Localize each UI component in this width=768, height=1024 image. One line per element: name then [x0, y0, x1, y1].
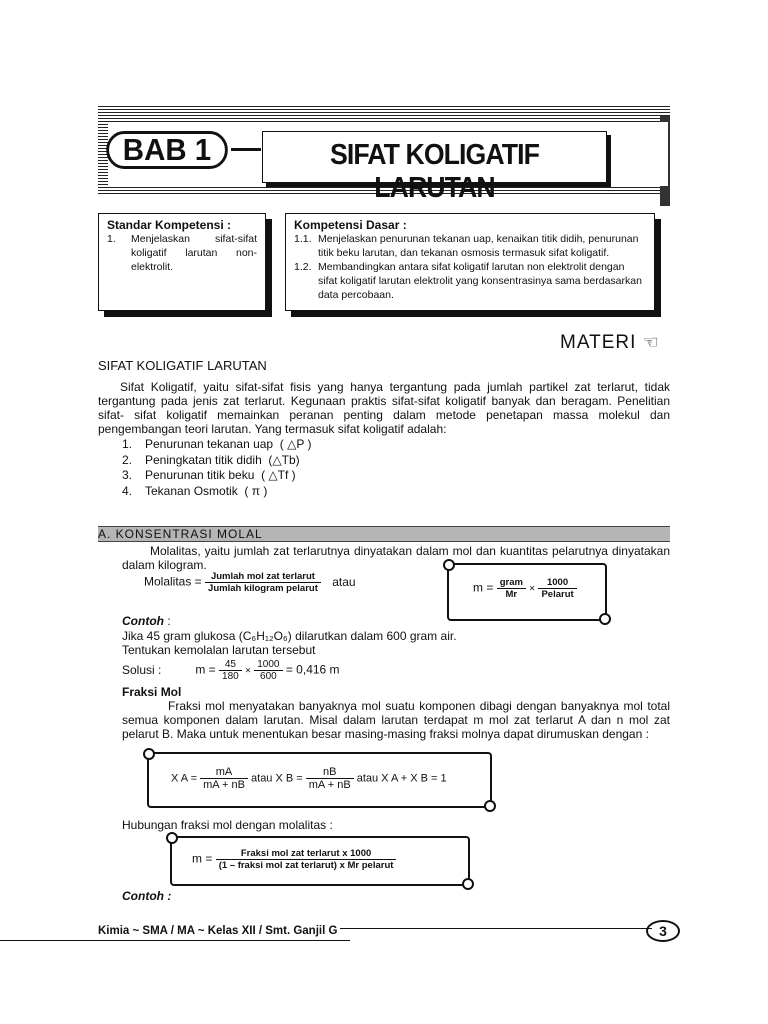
footer-rule-left: [0, 940, 350, 941]
section-paragraph: Sifat Koligatif, yaitu sifat-sifat fisis yang hanya tergantung pada jumlah partikel zat terlarut, tidak tergantung pada jenis zat terlarut. Kegunaan praktis sifat-sifat koligatif banyak dan beragam. Penelitian sifat- sifat koligatif memainkan peranan penting dalam metode penetapan massa molekul dan pengembangan teori larutan. Yang termasuk sifat koligatif adalah:: [98, 380, 670, 436]
kompetensi-item: 1.1. Menjelaskan penurunan tekanan uap, kenaikan titik didih, penurunan titik beku larutan, dan tekanan osmosis termasuk sifat koligatif.: [294, 233, 639, 259]
solusi-formula: Solusi : m = $\frac{45}{180}$ × $\frac{1000}{600}$ = 0,416 m: [122, 659, 340, 682]
page-title: SIFAT KOLIGATIF LARUTAN: [329, 139, 540, 204]
list-item: 1. Penurunan tekanan uap ( △P ): [122, 437, 312, 451]
footer-text: Kimia ~ SMA / MA ~ Kelas XII / Smt. Ganjil G: [98, 925, 338, 937]
list-item: 4. Tekanan Osmotik ( π ): [122, 483, 268, 498]
list-item: 3. Penurunan titik beku ( △Tf ): [122, 468, 296, 482]
section-heading: SIFAT KOLIGATIF LARUTAN: [98, 358, 267, 373]
sifat-list: [122, 437, 311, 499]
pointing-hand-icon: ☜: [642, 332, 660, 352]
list-item: 2. Peningkatan titik didih (△Tb): [122, 452, 300, 467]
standar-kompetensi-box: [98, 213, 266, 311]
kompetensi-item: 1.2. Membandingkan antara sifat koligatif larutan non elektrolit dengan sifat koligatif larutan elektrolit yang konsentrasinya sama berdasarkan data percobaan.: [294, 261, 642, 301]
materi-label: MATERI ☜: [560, 332, 660, 353]
chapter-connector: [231, 148, 261, 151]
section-a-heading: A. KONSENTRASI MOLAL: [98, 526, 670, 542]
kompetensi-dasar-box: [285, 213, 655, 311]
contoh-label: Contoh :: [122, 614, 171, 628]
molalitas-formula-box: m = $\frac{\text{gram}}{Mr}$ × $\frac{1000}{\text{Pelarut}}$: [447, 563, 607, 621]
standar-heading: Standar Kompetensi :: [107, 218, 232, 232]
fraksi-mol-formula-box: X A = $\frac{mA}{mA + nB}$ atau X B = $\frac{nB}{mA + nB}$ atau X A + X B = 1: [147, 752, 492, 808]
contoh-line-2: Tentukan kemolalan larutan tersebut: [122, 643, 316, 657]
fraksi-mol-paragraph: Fraksi mol menyatakan banyaknya mol suatu komponen dibagi dengan banyaknya mol total semua komponen dalam larutan. Misal dalam larutan terdapat m mol zat terlarut A dan n mol zat pelarut B. Maka untuk menentukan besar masing-masing fraksi molnya dapat dirumuskan dengan :: [122, 699, 670, 741]
kompetensi-heading: Kompetensi Dasar :: [294, 218, 407, 232]
chapter-label: BAB 1: [106, 131, 228, 169]
molalitas-paragraph: Molalitas, yaitu jumlah zat terlarutnya dinyatakan dalam mol dan kuantitas pelarutnya dinyatakan dalam kilogram.: [122, 544, 670, 572]
hubungan-label: Hubungan fraksi mol dengan molalitas :: [122, 818, 333, 832]
page-number: 3: [646, 920, 680, 942]
footer-rule-right: [340, 928, 652, 929]
molalitas-formula: Molalitas = $\frac{\text{Jumlah mol zat terlarut}}{\text{Jumlah kilogram pelarut}}$ atau: [144, 571, 356, 594]
standar-item: 1. Menjelaskan sifat-sifat koligatif larutan non-elektrolit.: [107, 233, 257, 273]
fraksi-mol-heading: Fraksi Mol: [122, 685, 182, 699]
contoh-label-2: Contoh :: [122, 889, 172, 903]
title-box: [262, 131, 607, 204]
contoh-line-1: Jika 45 gram glukosa (C₆H₁₂O₆) dilarutkan dalam 600 gram air.: [122, 629, 457, 643]
hubungan-formula-box: m = $\frac{\text{Fraksi mol zat terlarut x 1000}}{\text{(1 – fraksi mol zat terlarut) x Mr pelarut}}$: [170, 836, 470, 886]
